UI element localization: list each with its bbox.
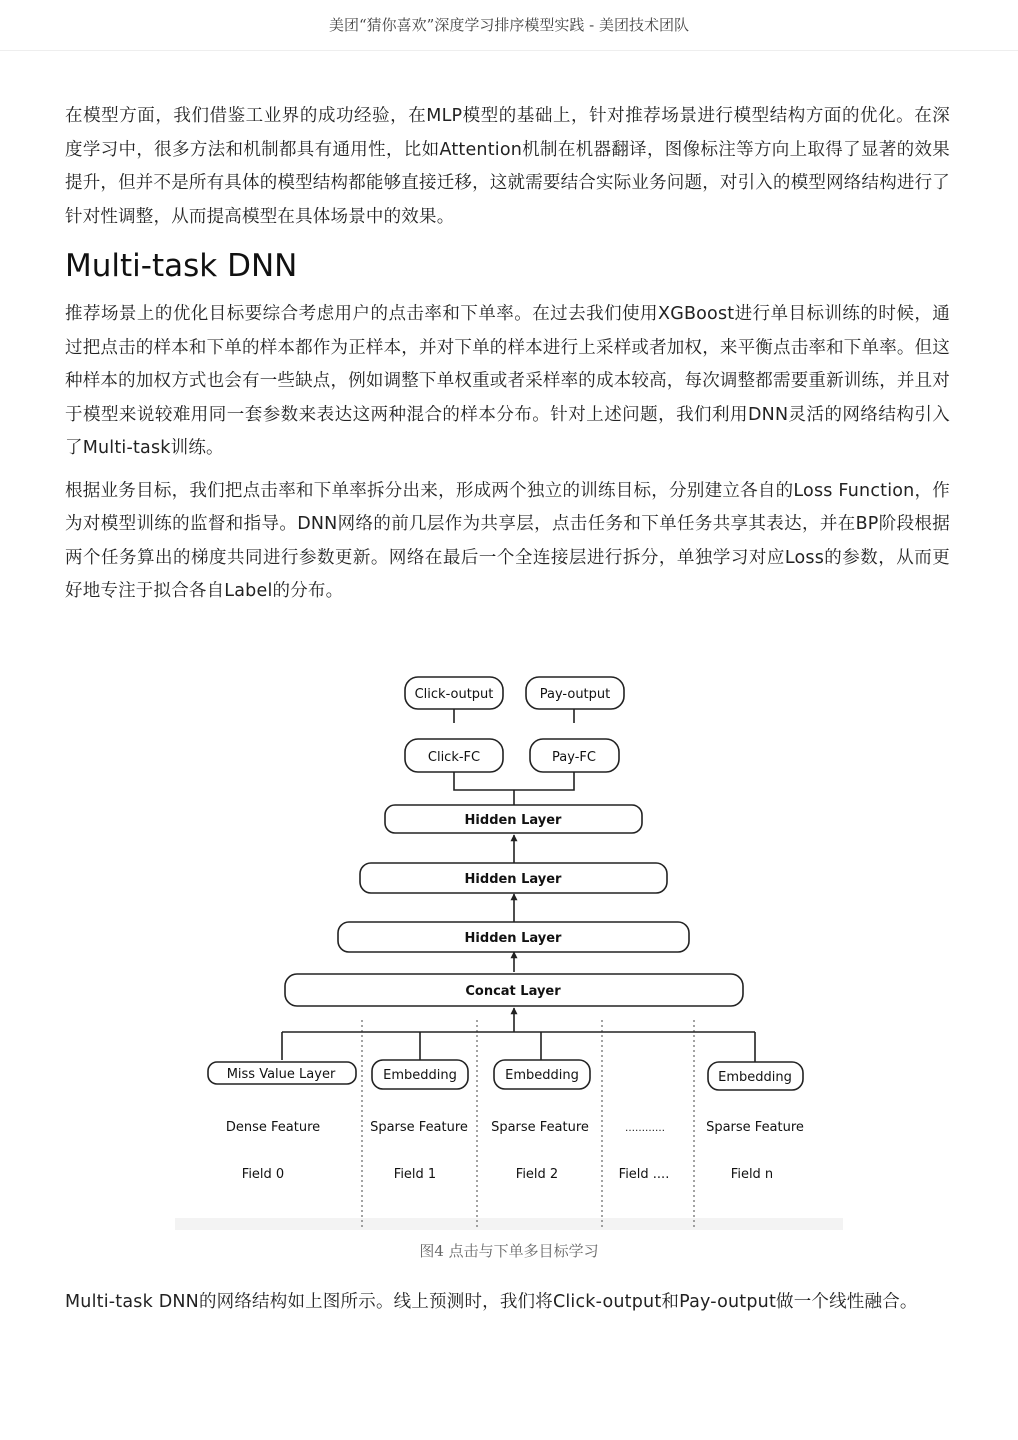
- feature-label: Sparse Feature: [491, 1120, 589, 1135]
- network-diagram: [175, 660, 843, 1230]
- field-label: Field 2: [515, 1167, 559, 1182]
- figure-bottom-band: [175, 1218, 843, 1230]
- hidden-layer-3-label: Hidden Layer: [464, 931, 562, 946]
- section-paragraph-1: 推荐场景上的优化目标要综合考虑用户的点击率和下单率。在过去我们使用XGBoost进行单目标训练的时候，通过把点击的样本和下单的样本都作为正样本，并对下单的样本进行上采样或者加权，来平衡点击率和下单率。但这种样本的加权方式也会有一些缺点，例如调整下单权重或者采样率的成本较高，每次调整都需要重新训练，并且对于模型来说较难用同一套参数来表达这两种混合的样本分布。针对上述问题，我们利用DNN灵活的网络结构引入了Multi-task训练。: [65, 304, 950, 458]
- hidden-layer-2-label: Hidden Layer: [464, 872, 562, 887]
- page-header-title: 美团“猜你喜欢”深度学习排序模型实践 - 美团技术团队: [329, 16, 689, 34]
- feature-label: …………: [625, 1123, 665, 1134]
- field-label: Field n: [730, 1167, 774, 1182]
- closing-section: [65, 1286, 950, 1329]
- section-paragraph-2: 根据业务目标，我们把点击率和下单率拆分出来，形成两个独立的训练目标，分别建立各自的Loss Function，作为对模型训练的监督和指导。DNN网络的前几层作为共享层，点击任务和下单任务共享其表达，并在BP阶段根据两个任务算出的梯度共同进行参数更新。网络在最后一个全连接层进行拆分，单独学习对应Loss的参数，从而更好地专注于拟合各自Label的分布。: [65, 480, 950, 601]
- fc-split-line: [454, 772, 574, 790]
- click-output-label: Click-output: [414, 687, 494, 702]
- figure-caption: 图4 点击与下单多目标学习: [419, 1242, 599, 1260]
- intro-paragraph: 在模型方面，我们借鉴工业界的成功经验，在MLP模型的基础上，针对推荐场景进行模型结构方面的优化。在深度学习中，很多方法和机制都具有通用性，比如Attention机制在机器翻译，图像标注等方向上取得了显著的效果提升，但并不是所有具体的模型结构都能够直接迁移，这就需要结合实际业务问题，对引入的模型网络结构进行了针对性调整，从而提高模型在具体场景中的效果。: [65, 106, 950, 227]
- feature-label: Sparse Feature: [706, 1120, 804, 1135]
- feature-labels: [226, 1120, 804, 1182]
- miss-value-layer-label: Miss Value Layer: [226, 1067, 336, 1082]
- feature-label: Sparse Feature: [370, 1120, 468, 1135]
- network-diagram-svg: [175, 660, 843, 1230]
- field-label: Field 1: [393, 1167, 437, 1182]
- box-labels: [227, 687, 792, 1085]
- article-body: [65, 100, 950, 618]
- embedding-label: Embedding: [718, 1070, 792, 1085]
- hidden-layer-1-label: Hidden Layer: [464, 813, 562, 828]
- concat-layer-label: Concat Layer: [465, 984, 561, 999]
- pay-fc-label: Pay-FC: [552, 750, 596, 765]
- field-label: Field ....: [618, 1167, 670, 1182]
- closing-paragraph: Multi-task DNN的网络结构如上图所示。线上预测时，我们将Click-output和Pay-output做一个线性融合。: [65, 1292, 918, 1312]
- section-title: Multi-task DNN: [65, 248, 298, 284]
- embedding-label: Embedding: [505, 1068, 579, 1083]
- page-header: [0, 0, 1018, 51]
- pay-output-label: Pay-output: [539, 687, 611, 702]
- embedding-label: Embedding: [383, 1068, 457, 1083]
- click-fc-label: Click-FC: [427, 750, 481, 765]
- field-label: Field 0: [241, 1167, 285, 1182]
- feature-label: Dense Feature: [225, 1120, 321, 1135]
